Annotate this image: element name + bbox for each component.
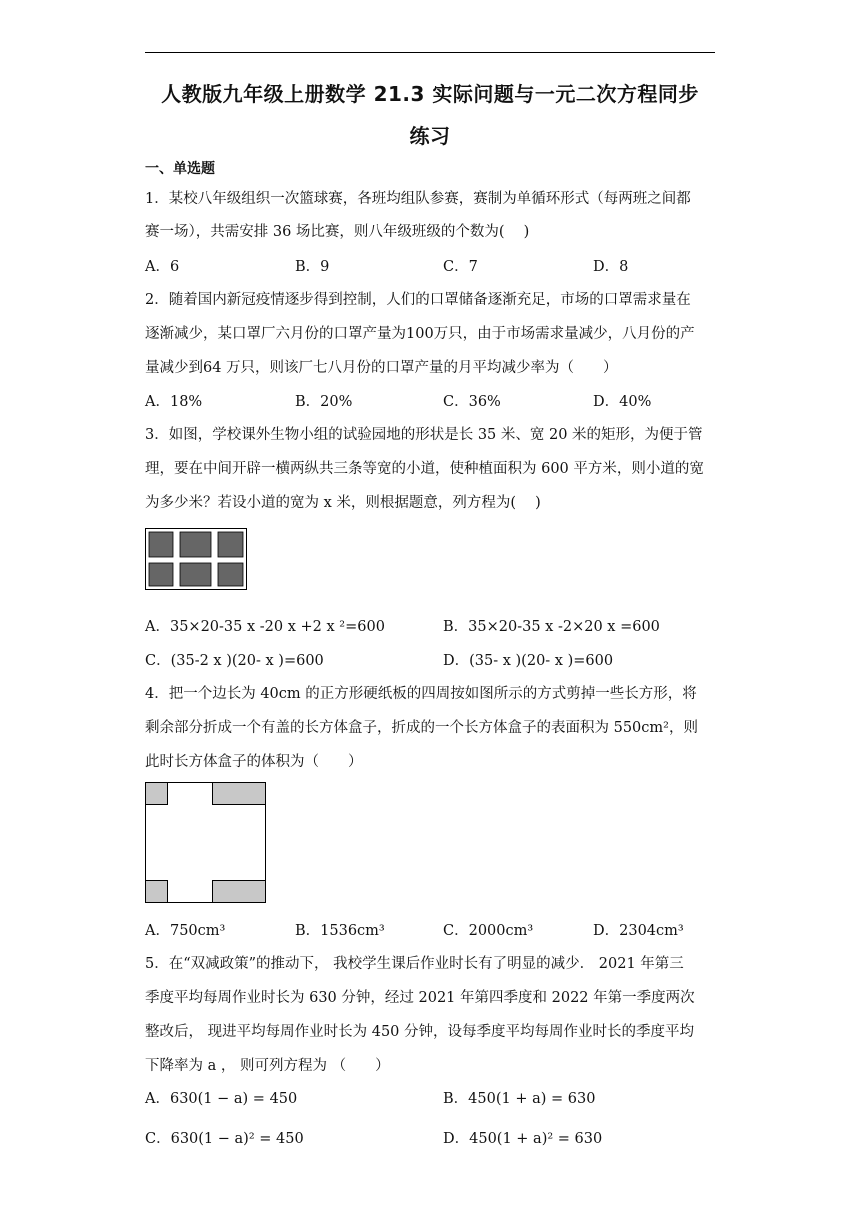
question-5-text: 5．在“双减政策”的推动下， 我校学生课后作业时长有了明显的减少． 2021 年第三 xyxy=(145,956,684,972)
q3-option-b: B．35×20-35 x -2×20 x =600 xyxy=(443,619,660,635)
q5-option-c: C．630(1 − a)² = 450 xyxy=(145,1131,304,1147)
question-5-text: 下降率为 a ， 则可列方程为 （ ） xyxy=(145,1058,390,1074)
q4-option-b: B．1536cm³ xyxy=(295,923,385,939)
q2-option-a: A．18% xyxy=(145,394,203,410)
q3-option-d: D．(35- x )(20- x )=600 xyxy=(443,653,614,669)
q1-option-b: B．9 xyxy=(295,259,330,275)
plot-block xyxy=(218,563,243,586)
plot-block xyxy=(180,532,211,557)
cardboard-square-figure xyxy=(145,782,267,904)
question-2-text: 量减少到64 万只，则该厂七八月份的口罩产量的月平均减少率为（ ） xyxy=(145,360,618,376)
question-1-text: 赛一场），共需安排 36 场比赛，则八年级班级的个数为( ) xyxy=(145,224,530,240)
page-title: 人教版九年级上册数学 21.3 实际问题与一元二次方程同步 xyxy=(161,82,699,106)
q2-option-c: C．36% xyxy=(443,394,501,410)
question-4-text: 此时长方体盒子的体积为（ ） xyxy=(145,754,363,770)
q4-option-c: C．2000cm³ xyxy=(443,923,534,939)
q5-option-d: D．450(1 + a)² = 630 xyxy=(443,1131,603,1147)
q3-option-a: A．35×20-35 x -20 x +2 x ²=600 xyxy=(145,619,385,635)
plot-block xyxy=(218,532,243,557)
q2-option-d: D．40% xyxy=(593,394,652,410)
cut-corner xyxy=(146,783,168,805)
plot-block xyxy=(149,532,173,557)
cut-corner xyxy=(146,881,168,903)
cut-corner xyxy=(213,881,266,903)
q1-option-a: A．6 xyxy=(145,259,180,275)
q1-option-d: D．8 xyxy=(593,259,629,275)
header-rule xyxy=(145,52,715,53)
q5-option-b: B．450(1 + a) = 630 xyxy=(443,1091,596,1107)
page-title-continued: 练习 xyxy=(409,124,451,148)
garden-plot-figure xyxy=(145,528,247,590)
question-3-text: 3．如图，学校课外生物小组的试验园地的形状是长 35 米、宽 20 米的矩形，为便于管 xyxy=(145,427,703,443)
q4-option-a: A．750cm³ xyxy=(145,923,226,939)
plot-block xyxy=(149,563,173,586)
question-5-text: 整改后， 现进平均每周作业时长为 450 分钟，设每季度平均每周作业时长的季度平均 xyxy=(145,1024,695,1040)
q4-option-d: D．2304cm³ xyxy=(593,923,684,939)
question-4-text: 剩余部分折成一个有盖的长方体盒子，折成的一个长方体盒子的表面积为 550cm²，则 xyxy=(145,720,698,736)
section-heading: 一、单选题 xyxy=(145,161,215,177)
plot-block xyxy=(180,563,211,586)
q1-option-c: C．7 xyxy=(443,259,478,275)
q3-option-c: C．(35-2 x )(20- x )=600 xyxy=(145,653,324,669)
question-1-text: 1．某校八年级组织一次篮球赛，各班均组队参赛，赛制为单循环形式（每两班之间都 xyxy=(145,191,691,207)
q2-option-b: B．20% xyxy=(295,394,353,410)
question-2-text: 逐渐减少，某口罩厂六月份的口罩产量为100万只，由于市场需求量减少，八月份的产 xyxy=(145,326,695,342)
question-3-text: 理，要在中间开辟一横两纵共三条等宽的小道，使种植面积为 600 平方米，则小道的宽 xyxy=(145,461,704,477)
q5-option-a: A．630(1 − a) = 450 xyxy=(145,1091,298,1107)
question-5-text: 季度平均每周作业时长为 630 分钟，经过 2021 年第四季度和 2022 年第一季度两次 xyxy=(145,990,695,1006)
question-3-text: 为多少米？若设小道的宽为 x 米，则根据题意，列方程为( ) xyxy=(145,495,541,511)
question-4-text: 4．把一个边长为 40cm 的正方形硬纸板的四周按如图所示的方式剪掉一些长方形，将 xyxy=(145,686,697,702)
cut-corner xyxy=(213,783,266,805)
question-2-text: 2．随着国内新冠疫情逐步得到控制，人们的口罩储备逐渐充足，市场的口罩需求量在 xyxy=(145,292,691,308)
